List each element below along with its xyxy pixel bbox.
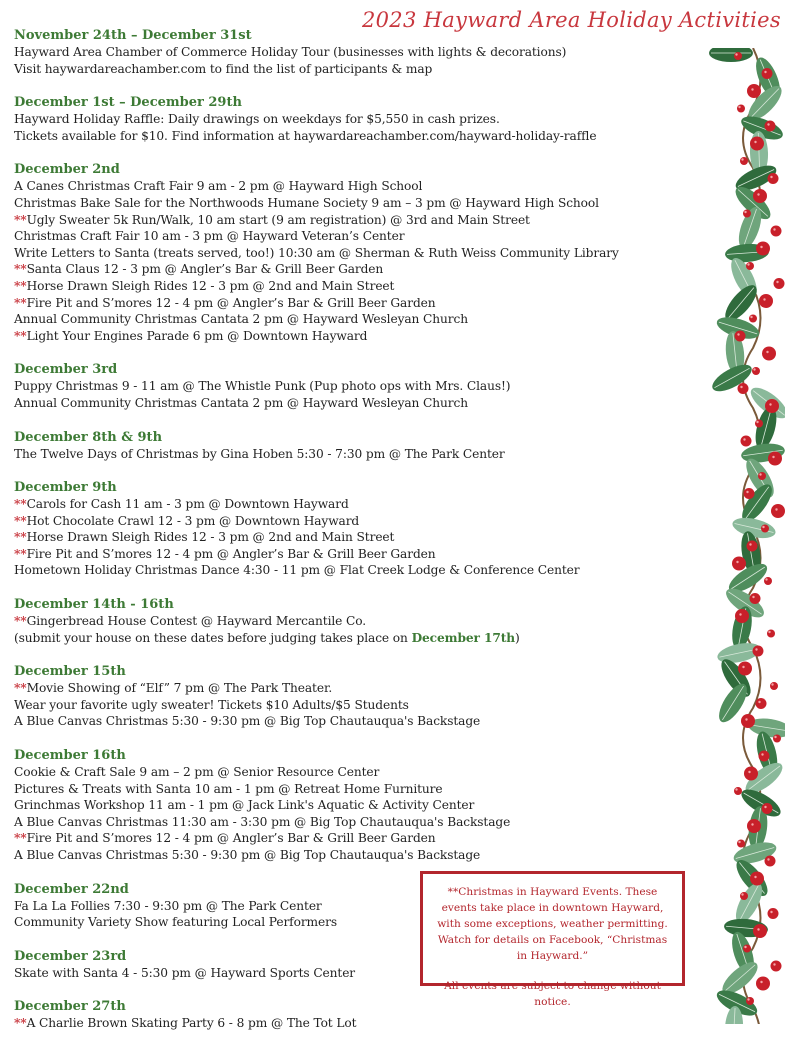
date-heading: December 22nd bbox=[14, 881, 129, 897]
event-line bbox=[14, 797, 704, 814]
christmas-in-hayward-note bbox=[420, 871, 685, 1008]
date-heading: December 2nd bbox=[14, 162, 120, 178]
event-line bbox=[14, 496, 704, 513]
holly-berry-icon bbox=[740, 157, 748, 165]
event-text: Annual Community Christmas Cantata 2 pm @ Hayward Wesleyan Church bbox=[14, 395, 468, 410]
date-heading: December 16th bbox=[14, 748, 126, 764]
holly-berry-icon bbox=[747, 541, 758, 552]
event-text: Movie Showing of “Elf” 7 pm @ The Park Theater. bbox=[26, 681, 333, 696]
event-line bbox=[14, 764, 704, 781]
event-text: A Blue Canvas Christmas 11:30 am - 3:30 pm @ Big Top Chautauqua's Backstage bbox=[14, 814, 511, 829]
date-heading: December 9th bbox=[14, 480, 117, 496]
holly-berry-icon bbox=[756, 698, 767, 709]
holly-berry-icon bbox=[738, 383, 749, 394]
holly-leaf-icon bbox=[709, 48, 753, 62]
holly-berry-icon bbox=[771, 961, 782, 972]
event-section bbox=[14, 596, 704, 646]
holly-berry-icon bbox=[735, 331, 746, 342]
downtown-event-marker: ** bbox=[14, 681, 27, 696]
holly-berry-icon bbox=[770, 682, 778, 690]
event-text: The Twelve Days of Christmas by Gina Hoben 5:30 - 7:30 pm @ The Park Center bbox=[14, 446, 505, 461]
downtown-event-marker: ** bbox=[14, 328, 27, 343]
event-line bbox=[14, 295, 704, 312]
event-text: Fire Pit and S’mores 12 - 4 pm @ Angler’s Bar & Grill Beer Garden bbox=[26, 295, 436, 310]
holly-berry-icon bbox=[762, 68, 773, 79]
event-line bbox=[14, 245, 704, 262]
event-line bbox=[14, 212, 704, 229]
event-text: Gingerbread House Contest @ Hayward Mercantile Co. bbox=[26, 614, 367, 629]
holly-berry-icon bbox=[747, 819, 761, 833]
event-text: Skate with Santa 4 - 5:30 pm @ Hayward Sports Center bbox=[14, 965, 356, 980]
downtown-event-marker: ** bbox=[14, 831, 27, 846]
event-text: Puppy Christmas 9 - 11 am @ The Whistle Punk (Pup photo ops with Mrs. Claus!) bbox=[14, 379, 511, 394]
event-text: Christmas Craft Fair 10 am - 3 pm @ Hayward Veteran’s Center bbox=[14, 229, 405, 244]
holly-berry-icon bbox=[753, 924, 767, 938]
event-line bbox=[14, 630, 704, 647]
judging-date: December 17th bbox=[411, 630, 516, 645]
holly-berry-icon bbox=[734, 52, 742, 60]
event-line bbox=[14, 328, 704, 345]
event-text: Community Variety Show featuring Local Performers bbox=[14, 915, 338, 930]
holly-berry-icon bbox=[759, 751, 770, 762]
holly-berry-icon bbox=[758, 472, 766, 480]
holly-berry-icon bbox=[749, 315, 757, 323]
holly-berry-icon bbox=[774, 278, 785, 289]
event-text: A Canes Christmas Craft Fair 9 am - 2 pm @ Hayward High School bbox=[14, 179, 423, 194]
event-text: Horse Drawn Sleigh Rides 12 - 3 pm @ 2nd and Main Street bbox=[26, 278, 395, 293]
event-text: Pictures & Treats with Santa 10 am - 1 pm @ Retreat Home Furniture bbox=[14, 781, 443, 796]
event-line bbox=[14, 814, 704, 831]
downtown-event-marker: ** bbox=[14, 497, 27, 512]
event-section bbox=[14, 429, 704, 463]
date-heading: December 23rd bbox=[14, 948, 127, 964]
event-line bbox=[14, 311, 704, 328]
holly-berry-icon bbox=[765, 399, 779, 413]
event-text: (submit your house on these dates before judging takes place on bbox=[14, 630, 412, 645]
event-line bbox=[14, 44, 704, 61]
date-heading: December 27th bbox=[14, 999, 126, 1015]
holly-berry-icon bbox=[765, 121, 776, 132]
holly-berry-icon bbox=[747, 84, 761, 98]
event-text-end: ) bbox=[515, 630, 520, 645]
event-text: Hayward Holiday Raffle: Daily drawings on weekdays for $5,550 in cash prizes. bbox=[14, 112, 500, 127]
event-section bbox=[14, 27, 704, 77]
holly-berry-icon bbox=[755, 420, 763, 428]
page-title: 2023 Hayward Area Holiday Activities bbox=[361, 8, 781, 32]
event-line bbox=[14, 446, 704, 463]
event-text: Annual Community Christmas Cantata 2 pm @ Hayward Wesleyan Church bbox=[14, 312, 468, 327]
event-line bbox=[14, 830, 704, 847]
holly-berry-icon bbox=[753, 189, 767, 203]
event-text: Hayward Area Chamber of Commerce Holiday Tour (businesses with lights & decorations) bbox=[14, 45, 567, 59]
event-text: Fire Pit and S’mores 12 - 4 pm @ Angler’s Bar & Grill Beer Garden bbox=[26, 546, 436, 561]
holly-berry-icon bbox=[756, 242, 770, 256]
holly-berry-icon bbox=[765, 856, 776, 867]
event-text: Light Your Engines Parade 6 pm @ Downtown Hayward bbox=[26, 328, 368, 343]
event-section bbox=[14, 361, 704, 411]
event-line bbox=[14, 178, 704, 195]
holly-berry-icon bbox=[768, 173, 779, 184]
event-text: Wear your favorite ugly sweater! Tickets $10 Adults/$5 Students bbox=[14, 697, 409, 712]
event-line bbox=[14, 713, 704, 730]
event-text: Visit haywardareachamber.com to find the list of participants & map bbox=[14, 61, 433, 76]
event-text: Cookie & Craft Sale 9 am – 2 pm @ Senior Resource Center bbox=[14, 765, 380, 780]
holly-berry-icon bbox=[743, 210, 751, 218]
holly-berry-icon bbox=[737, 840, 745, 848]
event-line bbox=[14, 395, 704, 412]
date-heading: December 15th bbox=[14, 664, 126, 680]
event-text: Fa La La Follies 7:30 - 9:30 pm @ The Park Center bbox=[14, 898, 322, 913]
event-text: Hot Chocolate Crawl 12 - 3 pm @ Downtown Hayward bbox=[26, 513, 360, 528]
holly-berry-icon bbox=[759, 294, 773, 308]
downtown-event-marker: ** bbox=[14, 546, 27, 561]
event-text: Hometown Holiday Christmas Dance 4:30 - 11 pm @ Flat Creek Lodge & Conference Center bbox=[14, 563, 580, 578]
holly-berry-icon bbox=[750, 872, 764, 886]
holly-berry-icon bbox=[768, 452, 782, 466]
holly-berry-icon bbox=[743, 945, 751, 953]
holly-berry-icon bbox=[773, 735, 781, 743]
holly-berry-icon bbox=[732, 557, 746, 571]
event-section bbox=[14, 161, 704, 344]
date-heading: December 14th - 16th bbox=[14, 597, 174, 613]
date-heading: December 3rd bbox=[14, 362, 118, 378]
event-text: Horse Drawn Sleigh Rides 12 - 3 pm @ 2nd and Main Street bbox=[26, 530, 395, 545]
event-text: Santa Claus 12 - 3 pm @ Angler’s Bar & Grill Beer Garden bbox=[26, 262, 384, 277]
holly-berry-icon bbox=[761, 525, 769, 533]
event-text: Write Letters to Santa (treats served, too!) 10:30 am @ Sherman & Ruth Weiss Community Library bbox=[14, 245, 619, 260]
holly-berry-icon bbox=[746, 262, 754, 270]
downtown-event-marker: ** bbox=[14, 262, 27, 277]
event-text: A Charlie Brown Skating Party 6 - 8 pm @ The Tot Lot bbox=[26, 1016, 357, 1031]
event-line bbox=[14, 378, 704, 395]
event-text: Tickets available for $10. Find information at haywardareachamber.com/hayward-holiday-raffle bbox=[14, 128, 597, 143]
event-section bbox=[14, 747, 704, 864]
holly-berry-icon bbox=[741, 714, 755, 728]
event-section bbox=[14, 479, 704, 579]
event-line bbox=[14, 697, 704, 714]
event-line bbox=[14, 61, 704, 78]
event-line bbox=[14, 546, 704, 563]
event-text: A Blue Canvas Christmas 5:30 - 9:30 pm @ Big Top Chautauqua's Backstage bbox=[14, 848, 481, 862]
holly-berry-icon bbox=[756, 977, 770, 991]
event-line bbox=[14, 278, 704, 295]
holly-berry-icon bbox=[750, 593, 761, 604]
event-line bbox=[14, 562, 704, 579]
holly-berry-icon bbox=[741, 436, 752, 447]
event-text: Carols for Cash 11 am - 3 pm @ Downtown Hayward bbox=[26, 497, 349, 512]
event-line bbox=[14, 513, 704, 530]
event-line bbox=[14, 261, 704, 278]
event-text: Grinchmas Workshop 11 am - 1 pm @ Jack Link's Aquatic & Activity Center bbox=[14, 798, 475, 813]
date-heading: December 1st – December 29th bbox=[14, 95, 242, 111]
event-line bbox=[14, 228, 704, 245]
event-line bbox=[14, 111, 704, 128]
holly-berry-icon bbox=[740, 892, 748, 900]
date-heading: November 24th – December 31st bbox=[14, 28, 252, 43]
downtown-event-marker: ** bbox=[14, 513, 27, 528]
holly-berry-icon bbox=[762, 347, 776, 361]
holly-berry-icon bbox=[738, 662, 752, 676]
holly-berry-icon bbox=[762, 803, 773, 814]
holly-berry-icon bbox=[734, 787, 742, 795]
event-text: Ugly Sweater 5k Run/Walk, 10 am start (9 am registration) @ 3rd and Main Street bbox=[26, 212, 530, 227]
downtown-event-marker: ** bbox=[14, 1016, 27, 1031]
event-line bbox=[14, 680, 704, 697]
holly-berry-icon bbox=[753, 646, 764, 657]
holly-berry-icon bbox=[735, 609, 749, 623]
downtown-event-marker: ** bbox=[14, 212, 27, 227]
downtown-event-marker: ** bbox=[14, 295, 27, 310]
holly-berry-icon bbox=[737, 105, 745, 113]
holly-berry-icon bbox=[744, 767, 758, 781]
holly-berry-icon bbox=[746, 997, 754, 1005]
holly-berry-icon bbox=[771, 504, 785, 518]
event-text: A Blue Canvas Christmas 5:30 - 9:30 pm @ Big Top Chautauqua's Backstage bbox=[14, 714, 481, 729]
holly-berry-icon bbox=[767, 630, 775, 638]
event-line bbox=[14, 847, 704, 864]
event-line bbox=[14, 613, 704, 630]
holly-berry-icon bbox=[750, 137, 764, 151]
event-line bbox=[14, 195, 704, 212]
event-section bbox=[14, 94, 704, 144]
holly-berry-icon bbox=[744, 488, 755, 499]
event-text: Fire Pit and S’mores 12 - 4 pm @ Angler’s Bar & Grill Beer Garden bbox=[26, 831, 436, 846]
note-disclaimer: All events are subject to change without notice. bbox=[444, 980, 661, 1008]
note-text: **Christmas in Hayward Events. These events take place in downtown Hayward, with some exceptions, weather permitting. Watch for details on Facebook, “Christmas in Hayward.” bbox=[437, 886, 668, 962]
date-heading: December 8th & 9th bbox=[14, 429, 163, 445]
holly-berry-icon bbox=[768, 908, 779, 919]
downtown-event-marker: ** bbox=[14, 530, 27, 545]
event-line bbox=[14, 128, 704, 145]
event-line bbox=[14, 529, 704, 546]
downtown-event-marker: ** bbox=[14, 614, 27, 629]
event-section bbox=[14, 663, 704, 730]
downtown-event-marker: ** bbox=[14, 278, 27, 293]
holly-berry-icon bbox=[771, 226, 782, 237]
event-text: Christmas Bake Sale for the Northwoods Humane Society 9 am – 3 pm @ Hayward High School bbox=[14, 195, 599, 210]
holly-berry-icon bbox=[764, 577, 772, 585]
holly-garland-icon bbox=[693, 48, 785, 1024]
event-line bbox=[14, 781, 704, 798]
holly-berry-icon bbox=[752, 367, 760, 375]
